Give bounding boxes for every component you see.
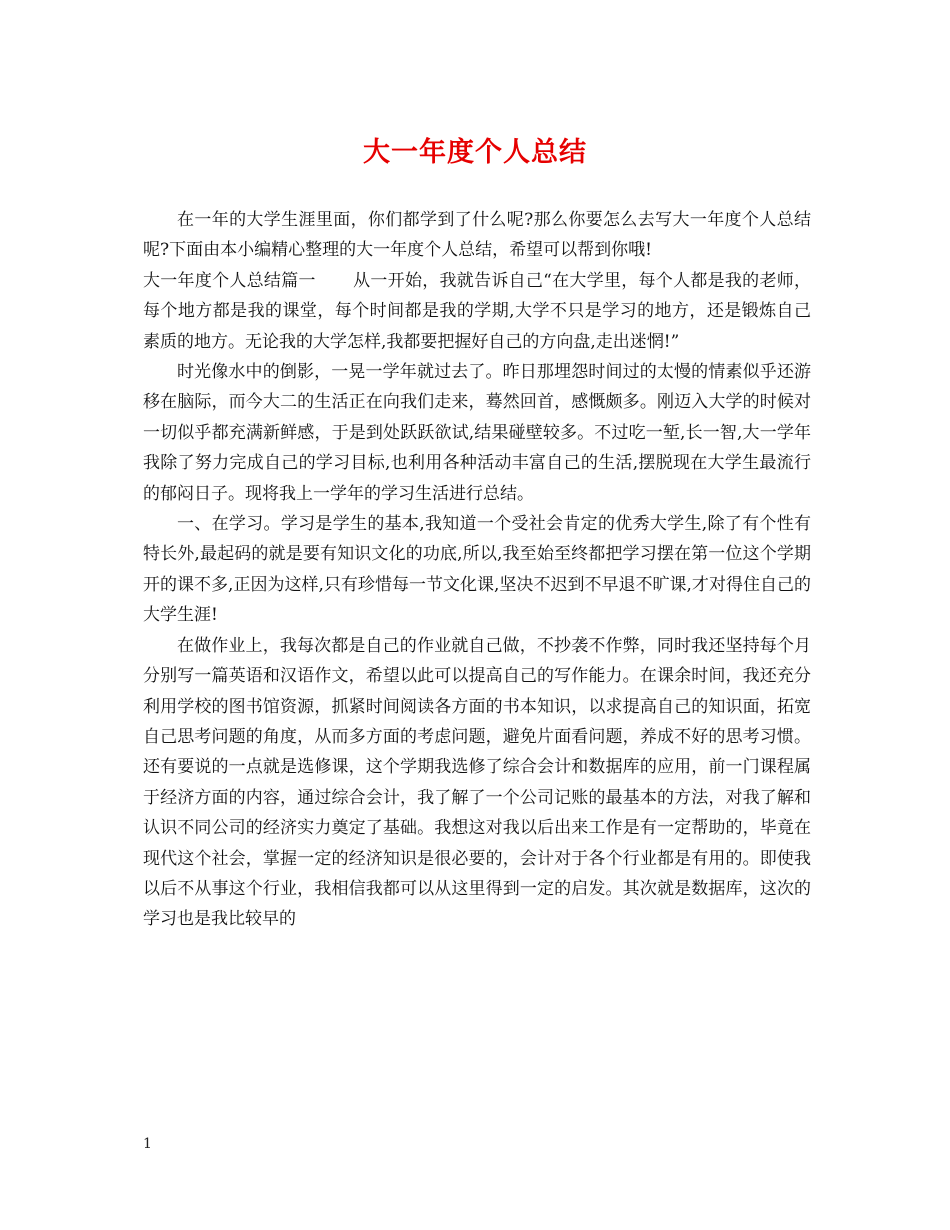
section-paragraph	[143, 266, 811, 357]
paragraph-3: 一、在学习。学习是学生的基本,我知道一个受社会肯定的优秀大学生,除了有个性有特长外,最起码的就是要有知识文化的功底,所以,我至始至终都把学习摆在第一位这个学期开的课不多,正因为这样,只有珍惜每一节文化课,坚决不迟到不早退不旷课,才对得住自己的大学生涯!	[143, 514, 811, 626]
paragraph-4: 在做作业上，我每次都是自己的作业就自己做，不抄袭不作弊，同时我还坚持每个月分别写一篇英语和汉语作文，希望以此可以提高自己的写作能力。在课余时间，我还充分利用学校的图书馆资源，抓紧时间阅读各方面的书本知识，以求提高自己的知识面，拓宽自己思考问题的角度，从而多方面的考虑问题，避免片面看问题，养成不好的思考习惯。还有要说的一点就是选修课，这个学期我选修了综合会计和数据库的应用，前一门课程属于经济方面的内容，通过综合会计，我了解了一个公司记账的最基本的方法，对我了解和认识不同公司的经济实力奠定了基础。我想这对我以后出来工作是有一定帮助的，毕竟在现代这个社会，掌握一定的经济知识是很必要的，会计对于各个行业都是有用的。即使我以后不从事这个行业，我相信我都可以从这里得到一定的启发。其次就是数据库，这次的学习也是我比较早的	[143, 635, 811, 930]
intro-paragraph: 在一年的大学生涯里面，你们都学到了什么呢?那么你要怎么去写大一年度个人总结呢?下面由本小编精心整理的大一年度个人总结，希望可以帮到你哦!	[143, 210, 811, 261]
page-number: 1	[143, 1136, 152, 1152]
section-label: 大一年度个人总结篇一	[143, 270, 316, 291]
section-text: 从一开始，我就告诉自己“在大学里，每个人都是我的老师，每个地方都是我的课堂，每个时间都是我的学期,大学不只是学习的地方，还是锻炼自己素质的地方。无论我的大学怎样,我都要把握好自己的方向盘,走出迷惘!”	[143, 270, 812, 352]
document-body	[143, 205, 811, 935]
document-title: 大一年度个人总结	[363, 137, 587, 168]
paragraph-2: 时光像水中的倒影，一晃一学年就过去了。昨日那埋怨时间过的太慢的情素似乎还游移在脑际，而今大二的生活正在向我们走来，蓦然回首，感慨颇多。刚迈入大学的时候对一切似乎都充满新鲜感，于是到处跃跃欲试,结果碰壁较多。不过吃一堑,长一智,大一学年我除了努力完成自己的学习目标,也利用各种活动丰富自己的生活,摆脱现在大学生最流行的郁闷日子。现将我上一学年的学习生活进行总结。	[143, 362, 811, 504]
